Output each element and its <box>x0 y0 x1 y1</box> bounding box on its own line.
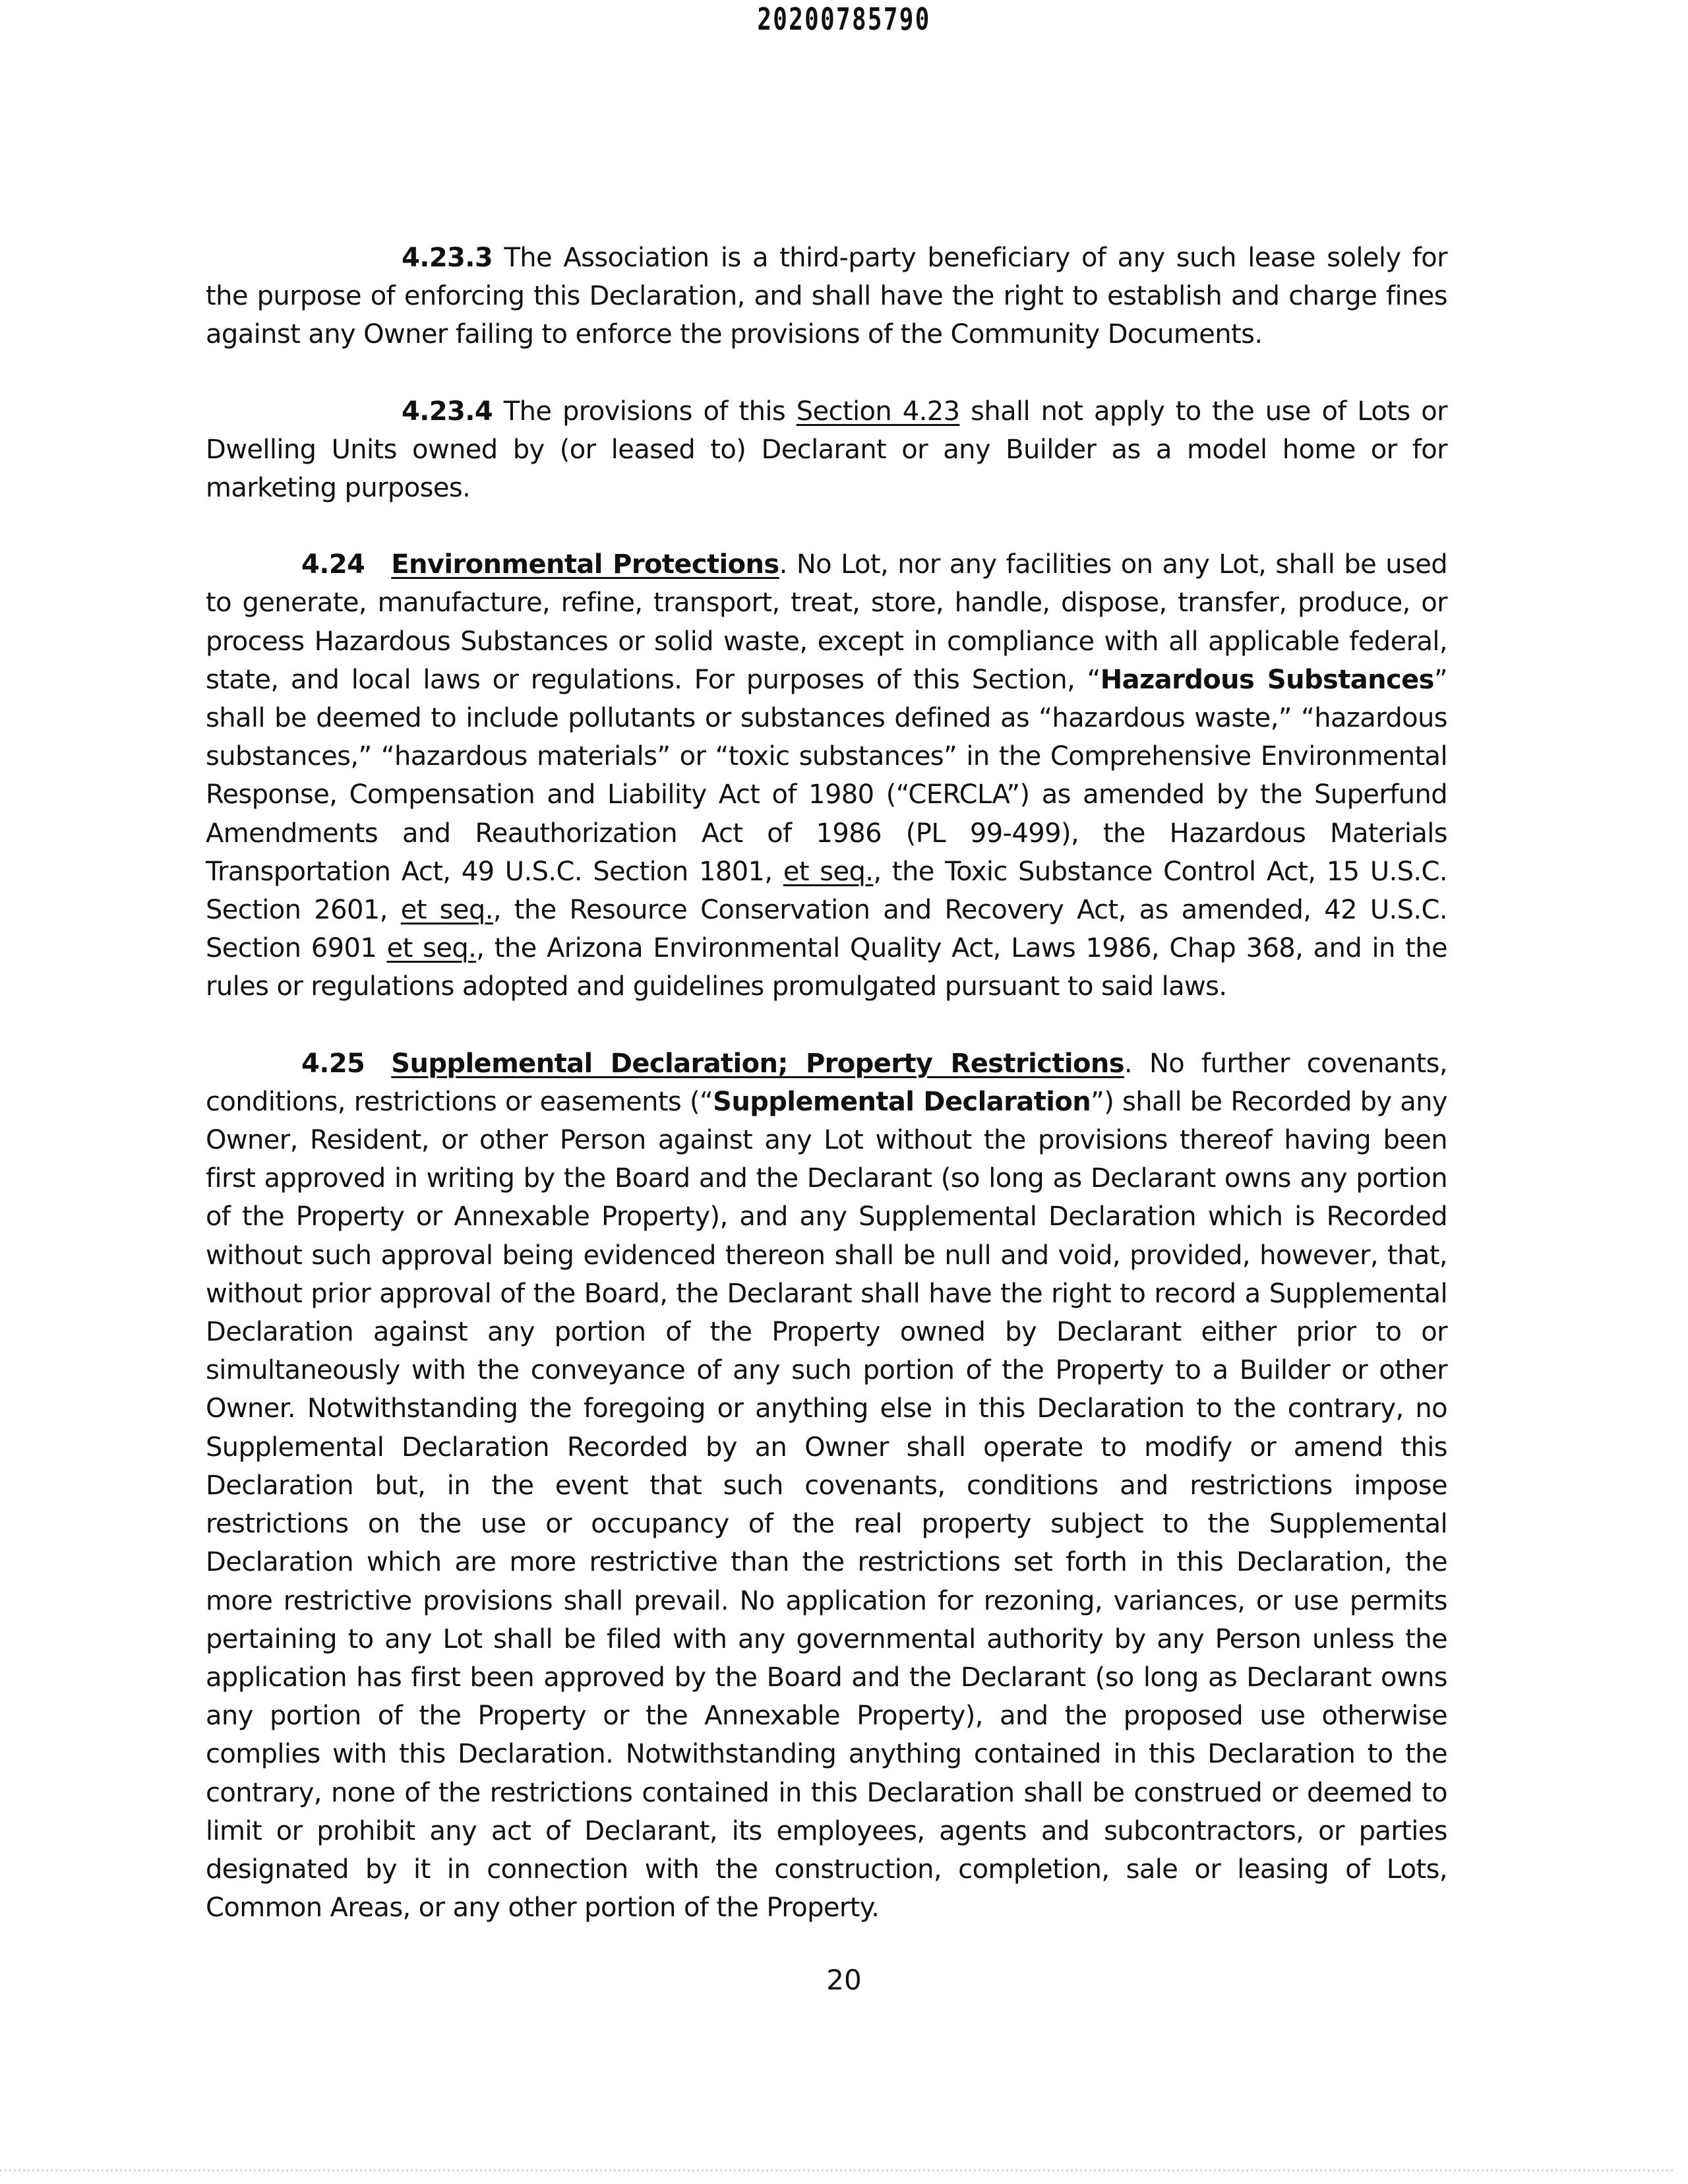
section-number: 4.24 <box>301 549 365 580</box>
section-text: . No further covenants, conditions, restrictions or easements (“ <box>206 1048 1447 1117</box>
section-4-25 <box>206 1045 1447 1927</box>
defined-term: Supplemental Declaration <box>713 1086 1091 1117</box>
section-text: The Association is a third-party beneficiary of any such lease solely for the purpose of enforcing this Declaration, and shall have the right to establish and charge fines against any Owner failing to enforce the provisions of the Community Documents. <box>206 243 1447 350</box>
scan-artifact-line <box>0 2169 1675 2171</box>
section-4-23-4 <box>206 392 1447 508</box>
section-text: , the Resource Conservation and Recovery Act, as amended, 42 U.S.C. Section 6901 <box>206 895 1447 964</box>
document-body <box>206 239 1447 1965</box>
et-seq-citation: et seq. <box>386 933 477 964</box>
section-4-24 <box>206 545 1447 1006</box>
defined-term: Hazardous Substances <box>1100 664 1434 695</box>
section-text: ”) shall be Recorded by any Owner, Resident, or other Person against any Lot without the provisions thereof having been first approved in writing by the Board and the Declarant (so long as Declarant owns any portion of the Property or Annexable Property), and any Supplemental Declaration which is Recorded without such approval being evidenced thereon shall be null and void, provided, however, that, without prior approval of the Board, the Declarant shall have the right to record a Supplemental Declaration against any portion of the Property owned by Declarant either prior to or simultaneously with the conveyance of any such portion of the Property to a Builder or other Owner. Notwithstanding the foregoing or anything else in this Declaration to the contrary, no Supplemental Declaration Recorded by an Owner shall operate to modify or amend this Declaration but, in the event that such covenants, conditions and restrictions impose restrictions on the use or occupancy of the real property subject to the Supplemental Declaration which are more restrictive than the restrictions set forth in this Declaration, the more restrictive provisions shall prevail. No application for rezoning, variances, or use permits pertaining to any Lot shall be filed with any governmental authority by any Person unless the application has first been approved by the Board and the Declarant (so long as Declarant owns any portion of the Property or the Annexable Property), and the proposed use otherwise complies with this Declaration. Notwithstanding anything contained in this Declaration to the contrary, none of the restrictions contained in this Declaration shall be construed or deemed to limit or prohibit any act of Declarant, its employees, agents and subcontractors, or parties designated by it in connection with the construction, completion, sale or leasing of Lots, Common Areas, or any other portion of the Property. <box>206 1086 1447 1924</box>
section-4-23-3 <box>206 239 1447 354</box>
section-text: , the Toxic Substance Control Act, 15 U.S.C. Section 2601, <box>206 856 1447 926</box>
et-seq-citation: et seq. <box>783 856 874 887</box>
recording-document-number: 20200785790 <box>757 1 931 37</box>
section-title: Supplemental Declaration; Property Restrictions <box>391 1048 1124 1079</box>
section-text: shall not apply to the use of Lots or Dwelling Units owned by (or leased to) Declarant or any Builder as a model home or for marketing purposes. <box>206 396 1447 504</box>
section-text: . No Lot, nor any facilities on any Lot, shall be used to generate, manufacture, refine, transport, treat, store, handle, dispose, transfer, produce, or process Hazardous Substances or solid waste, except in compliance with all applicable federal, state, and local laws or regulations. For purposes of this Section, “ <box>206 549 1448 695</box>
section-number: 4.23.4 <box>402 396 493 427</box>
section-reference-link[interactable]: Section 4.23 <box>796 396 960 427</box>
section-number: 4.25 <box>301 1048 365 1079</box>
section-title: Environmental Protections <box>391 549 779 580</box>
page-number: 20 <box>826 1964 862 1996</box>
section-text: The provisions of this <box>503 396 797 427</box>
et-seq-citation: et seq. <box>400 895 493 926</box>
section-number: 4.23.3 <box>402 243 493 273</box>
section-text: ” shall be deemed to include pollutants or substances defined as “hazardous waste,” “hazardous substances,” “hazardous materials” or “toxic substances” in the Comprehensive Environmental Response, Compensation and Liability Act of 1980 (“CERCLA”) as amended by the Superfund Amendments and Reauthorization Act of 1986 (PL 99-499), the Hazardous Materials Transportation Act, 49 U.S.C. Section 1801, <box>206 664 1447 887</box>
section-text: , the Arizona Environmental Quality Act, Laws 1986, Chap 368, and in the rules or regulations adopted and guidelines promulgated pursuant to said laws. <box>206 933 1447 1002</box>
